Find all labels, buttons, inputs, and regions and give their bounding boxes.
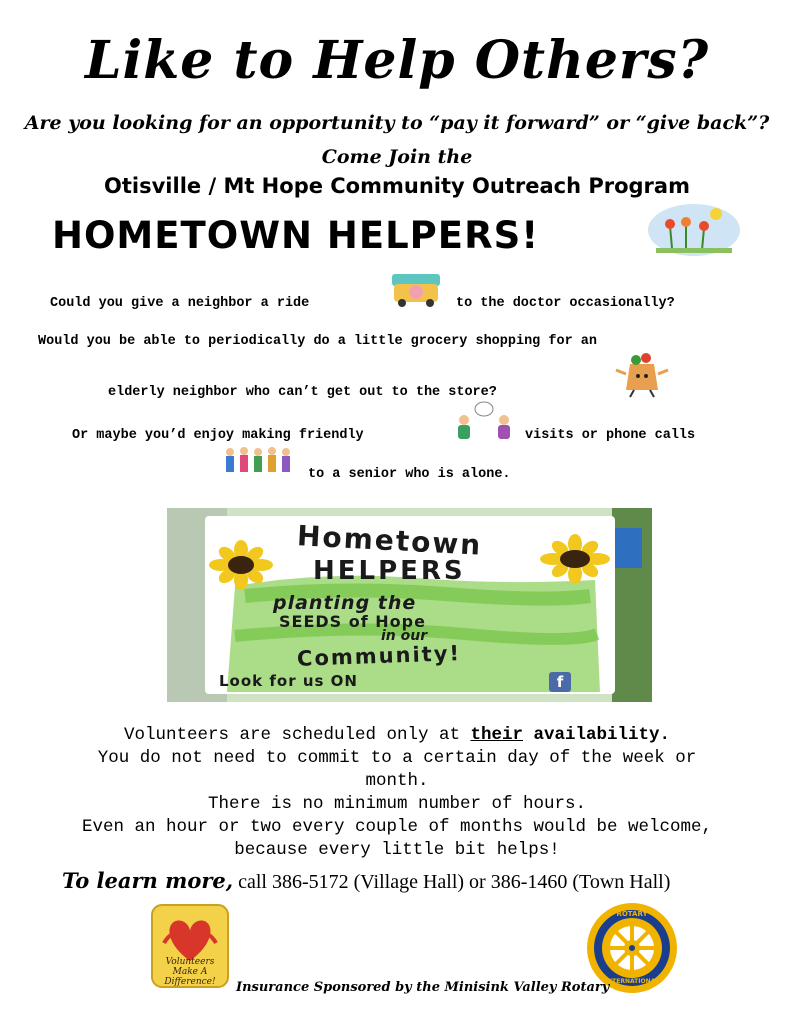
sign-board	[205, 516, 615, 694]
people-group-clipart	[220, 444, 296, 480]
facebook-icon: f	[549, 672, 571, 692]
volunteers-make-a-difference-logo	[150, 903, 230, 989]
question-ride-part2: to the doctor occasionally?	[456, 296, 675, 311]
subheadline: Are you looking for an opportunity to “pay it forward” or “give back”?	[24, 112, 770, 134]
question-ride-part1: Could you give a neighbor a ride	[50, 296, 310, 311]
insurance-sponsor-line: Insurance Sponsored by the Minisink Valley Rotary	[236, 980, 610, 995]
headline: Like to Help Others?	[84, 30, 710, 91]
question-grocery: Would you be able to periodically do a little grocery shopping for an	[38, 334, 597, 349]
volunteer-line1-emphasis: their	[470, 725, 524, 745]
contact-lead: To learn more,	[62, 868, 234, 893]
sign-line-look-for-us: Look for us ON	[219, 672, 358, 690]
sunflower-left-icon	[205, 540, 277, 590]
sign-line-seeds: SEEDS of Hope	[279, 612, 426, 631]
volunteer-commit-line-cont: month.	[365, 771, 429, 791]
rotary-top-text: ROTARY	[616, 910, 648, 918]
rotary-bottom-text: INTERNATIONAL	[604, 978, 660, 985]
sign-line-hometown: Hometown	[296, 519, 484, 562]
contact-phones: call 386-5172 (Village Hall) or 386-1460 (Town Hall)	[233, 871, 671, 893]
volunteer-commit-line: You do not need to commit to a certain day of the week or	[97, 748, 697, 768]
sign-line-in-our: in our	[381, 628, 428, 644]
volunteer-line1-start: Volunteers are scheduled only at	[123, 725, 471, 745]
volunteer-welcome-line: Even an hour or two every couple of months would be welcome,	[81, 817, 713, 837]
sign-line-planting: planting the	[273, 592, 417, 614]
volunteer-helps-line: because every little bit helps!	[234, 840, 560, 860]
question-friendly-part2: visits or phone calls	[525, 428, 696, 443]
question-elderly-neighbor: elderly neighbor who can’t get out to the store?	[108, 385, 497, 400]
hometown-helpers-sign-photo	[167, 508, 652, 702]
sunflower-right-icon	[535, 534, 615, 584]
car-clipart	[388, 270, 444, 310]
question-friendly-part1: Or maybe you’d enjoy making friendly	[72, 428, 364, 443]
grocery-bag-clipart	[612, 350, 672, 398]
volunteer-hours-line: There is no minimum number of hours.	[207, 794, 587, 814]
flowers-clipart	[646, 200, 742, 258]
question-senior: to a senior who is alone.	[308, 467, 511, 482]
sign-line-helpers: HELPERS	[313, 556, 466, 586]
contact-line	[62, 868, 670, 894]
sign-line-community: Community!	[296, 641, 462, 671]
volunteer-schedule-line	[0, 724, 794, 747]
hometown-helpers-title: HOMETOWN HELPERS!	[52, 214, 540, 257]
volunteer-line1-end: availability.	[533, 725, 671, 745]
volunteers-badge-text: Volunteers Make A Difference!	[164, 957, 216, 987]
join-line: Come Join the	[321, 146, 473, 168]
visiting-clipart	[452, 400, 516, 442]
program-name: Otisville / Mt Hope Community Outreach Program	[104, 174, 690, 198]
